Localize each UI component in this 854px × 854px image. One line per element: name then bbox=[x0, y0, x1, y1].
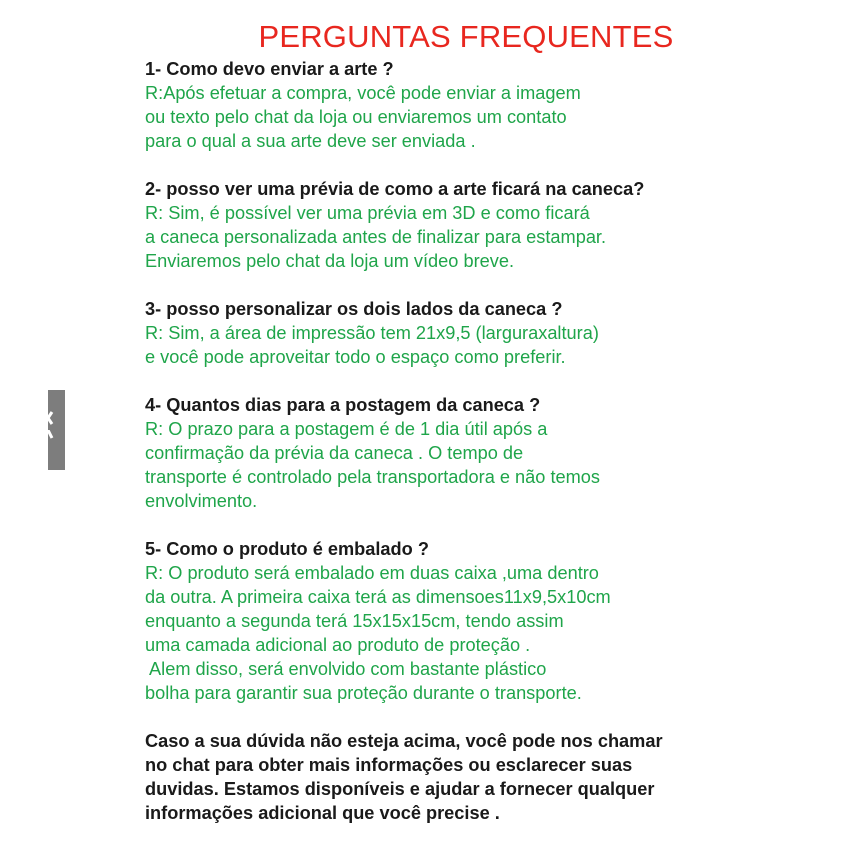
faq-item-4 bbox=[145, 393, 845, 513]
faq-answer-line: da outra. A primeira caixa terá as dimensoes11x9,5x10cm bbox=[145, 587, 611, 607]
faq-answer-line: R: O produto será embalado em duas caixa ,uma dentro bbox=[145, 563, 599, 583]
faq-question: 2- posso ver uma prévia de como a arte ficará na caneca? bbox=[145, 179, 645, 199]
faq-item-5 bbox=[145, 537, 845, 705]
faq-answer-line: R: Sim, a área de impressão tem 21x9,5 (larguraxaltura) bbox=[145, 323, 599, 343]
faq-answer-line: uma camada adicional ao produto de proteção . bbox=[145, 635, 531, 655]
faq-answer-line: e você pode aproveitar todo o espaço como preferir. bbox=[145, 347, 566, 367]
closing-line: Caso a sua dúvida não esteja acima, você pode nos chamar bbox=[145, 731, 663, 751]
closing-line: informações adicional que você precise . bbox=[145, 803, 500, 823]
faq-answer-line: envolvimento. bbox=[145, 491, 258, 511]
faq-answer-line: R: Sim, é possível ver uma prévia em 3D e como ficará bbox=[145, 203, 590, 223]
faq-answer-line: transporte é controlado pela transportadora e não temos bbox=[145, 467, 600, 487]
faq-question: 4- Quantos dias para a postagem da caneca ? bbox=[145, 395, 541, 415]
faq-question: 3- posso personalizar os dois lados da caneca ? bbox=[145, 299, 563, 319]
faq-item-3 bbox=[145, 297, 845, 369]
faq-answer-line: ou texto pelo chat da loja ou enviaremos um contato bbox=[145, 107, 567, 127]
faq-answer-line: enquanto a segunda terá 15x15x15cm, tendo assim bbox=[145, 611, 564, 631]
faq-question: 1- Como devo enviar a arte ? bbox=[145, 59, 394, 79]
chevron-left-icon bbox=[48, 430, 65, 470]
page-title: PERGUNTAS FREQUENTES bbox=[258, 19, 674, 54]
faq-answer-line: Enviaremos pelo chat da loja um vídeo breve. bbox=[145, 251, 515, 271]
faq-answer-line: a caneca personalizada antes de finalizar para estampar. bbox=[145, 227, 607, 247]
closing-line: no chat para obter mais informações ou esclarecer suas bbox=[145, 755, 633, 775]
faq-question: 5- Como o produto é embalado ? bbox=[145, 539, 429, 559]
faq-answer-line: R: O prazo para a postagem é de 1 dia útil após a bbox=[145, 419, 548, 439]
faq-content bbox=[145, 57, 845, 825]
faq-answer-line: para o qual a sua arte deve ser enviada . bbox=[145, 131, 476, 151]
faq-answer-line: Alem disso, será envolvido com bastante plástico bbox=[145, 659, 547, 679]
closing-note bbox=[145, 729, 845, 825]
side-carousel-arrow[interactable] bbox=[48, 390, 65, 470]
faq-item-2 bbox=[145, 177, 845, 273]
faq-item-1 bbox=[145, 57, 845, 153]
closing-line: duvidas. Estamos disponíveis e ajudar a fornecer qualquer bbox=[145, 779, 655, 799]
faq-answer-line: R:Após efetuar a compra, você pode enviar a imagem bbox=[145, 83, 581, 103]
faq-answer-line: confirmação da prévia da caneca . O tempo de bbox=[145, 443, 524, 463]
faq-answer-line: bolha para garantir sua proteção durante o transporte. bbox=[145, 683, 582, 703]
chevron-left-icon bbox=[48, 390, 65, 430]
